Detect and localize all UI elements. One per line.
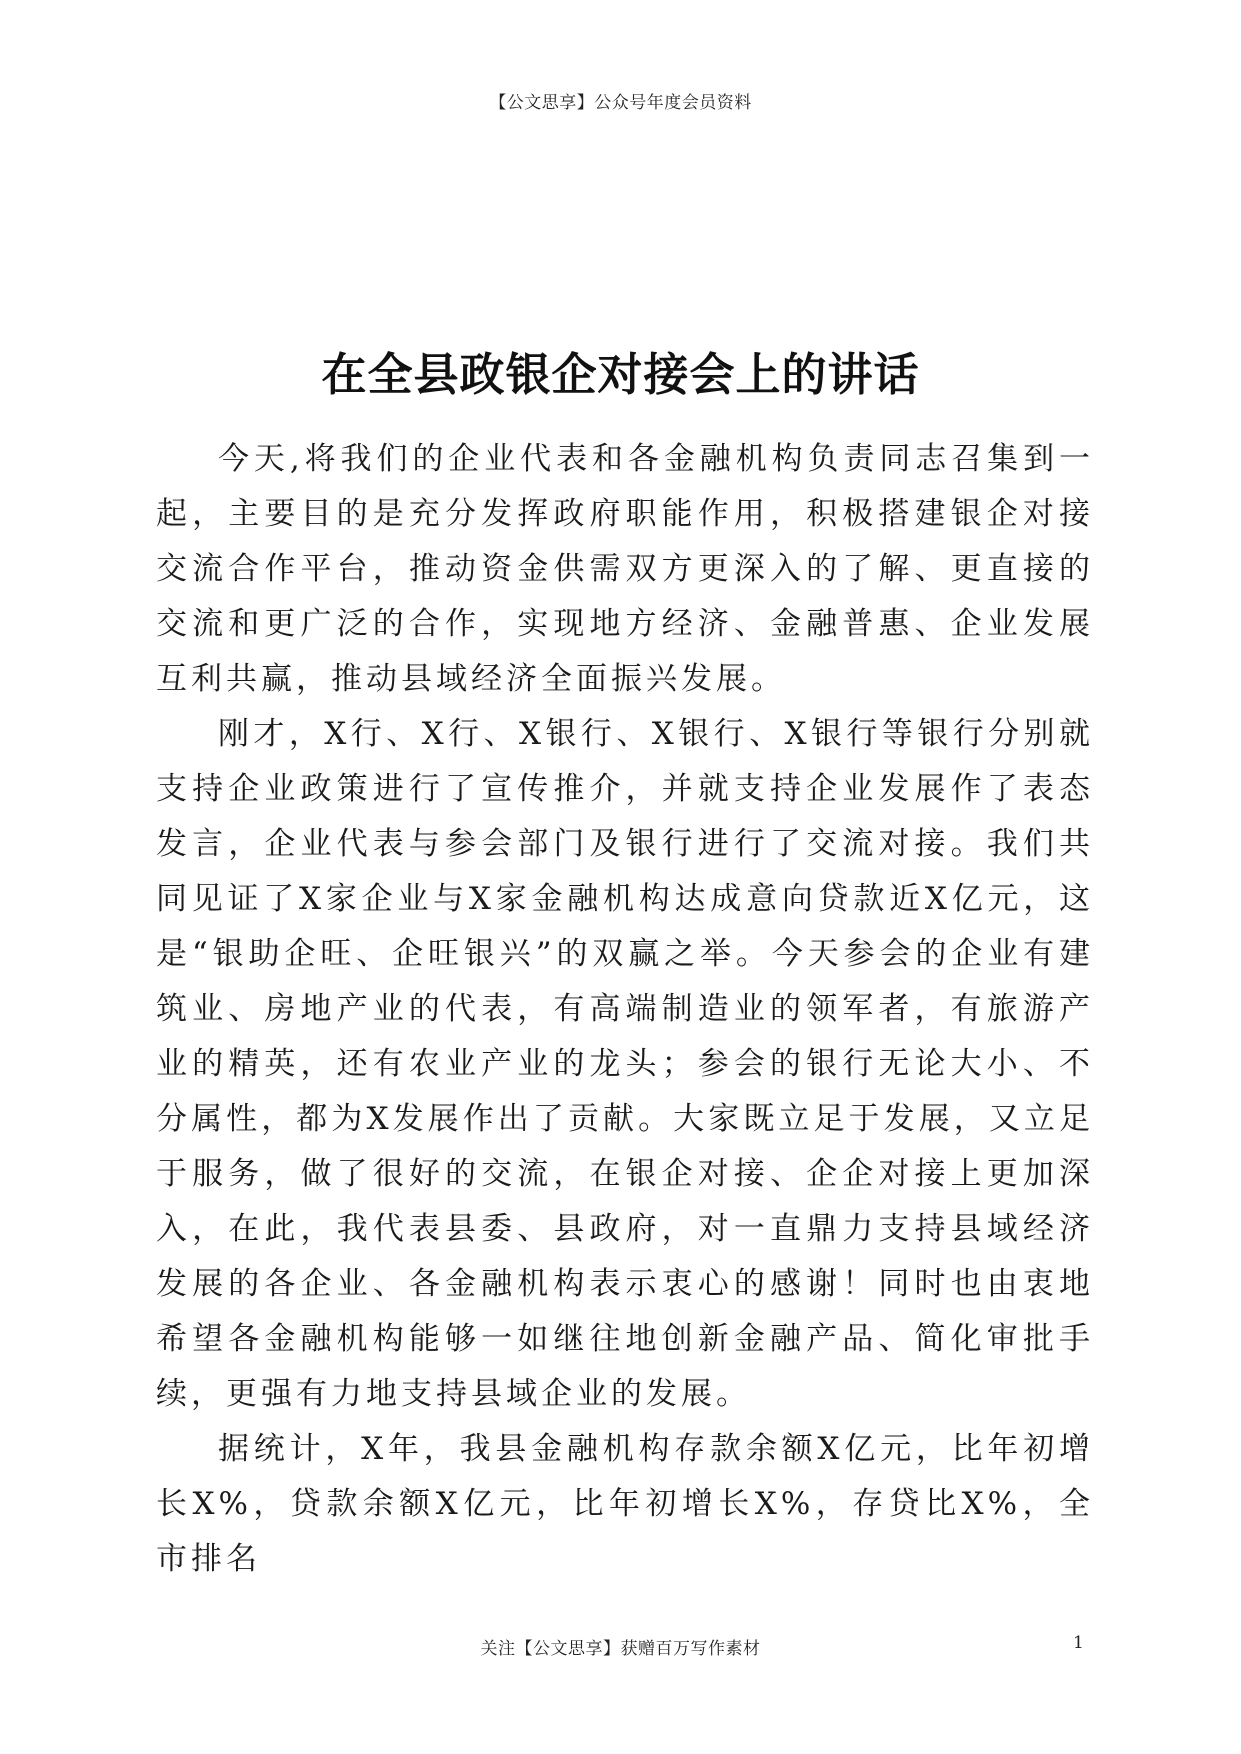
document-title: 在全县政银企对接会上的讲话 [321, 348, 920, 401]
page-header: 【公文思享】公众号年度会员资料 [489, 93, 752, 113]
page-number: 1 [1073, 1633, 1084, 1653]
paragraph-3: 据统计，X年，我县金融机构存款余额X亿元，比年初增长X%，贷款余额X亿元，比年初增长X%，存贷比X%，全市排名 [156, 1431, 1094, 1577]
page-footer: 关注【公文思享】获赠百万写作素材 [480, 1639, 761, 1659]
paragraph-1: 今天,将我们的企业代表和各金融机构负责同志召集到一起，主要目的是充分发挥政府职能作用，积极搭建银企对接交流合作平台，推动资金供需双方更深入的了解、更直接的交流和更广泛的合作，实现地方经济、金融普惠、企业发展互利共赢，推动县域经济全面振兴发展。 [156, 441, 1094, 697]
paragraph-2: 刚才，X行、X行、X银行、X银行、X银行等银行分别就支持企业政策进行了宣传推介，并就支持企业发展作了表态发言，企业代表与参会部门及银行进行了交流对接。我们共同见证了X家企业与X家金融机构达成意向贷款近X亿元，这是“银助企旺、企旺银兴”的双赢之举。今天参会的企业有建筑业、房地产业的代表，有高端制造业的领军者，有旅游产业的精英，还有农业产业的龙头；参会的银行无论大小、不分属性，都为X发展作出了贡献。大家既立足于发展，又立足于服务，做了很好的交流，在银企对接、企企对接上更加深入，在此，我代表县委、县政府，对一直鼎力支持县域经济发展的各企业、各金融机构表示衷心的感谢！同时也由衷地希望各金融机构能够一如继往地创新金融产品、简化审批手续，更强有力地支持县域企业的发展。 [156, 716, 1094, 1412]
document-body [156, 432, 1094, 1587]
